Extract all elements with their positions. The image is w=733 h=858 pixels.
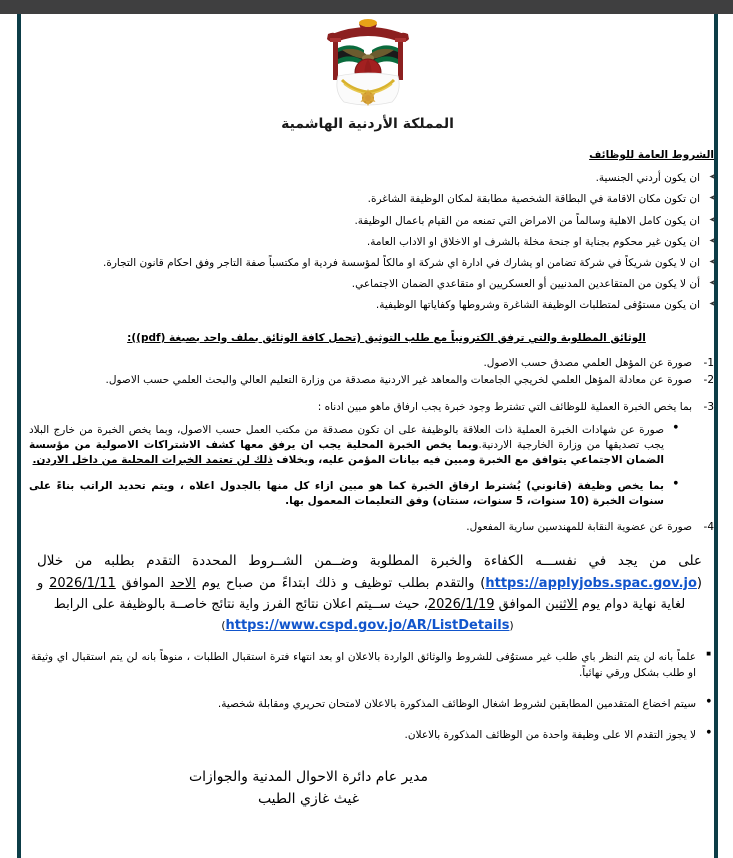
condition-item: ➤ ان يكون كامل الاهلية وسالماً من الامراض التي تمنعه من القيام باعمال الوظيفة. (51, 215, 714, 229)
document-item: صورة عن المؤهل العلمي مصدق حسب الاصول. (483, 356, 692, 369)
condition-item: ➤ ان يكون غير محكوم بجناية او جنحة مخلة بالشرف او الاخلاق او الاداب العامة. (51, 236, 714, 250)
announcement-mid-5: ، حيث ســيتم اعلان نتائج الفرز واية نتائج خاصــة بالوظيفة على الرابط (53, 597, 428, 613)
experience-text-part4-bold-underline: ذلك لن تعتمد الخبرات المحلية من داخل الاردن. (32, 454, 273, 467)
experience-bullet-local (29, 423, 680, 468)
document-body (21, 148, 714, 811)
notes-section (21, 650, 714, 743)
start-date: 2026/1/11 (49, 575, 116, 591)
start-day: الاحد (170, 575, 196, 591)
required-documents-list (21, 356, 714, 415)
signatory-name: غيث غازي الطيب (257, 790, 360, 807)
note-item: ● سيتم اخضاع المتقدمين المطابقين لشروط اشغال الوظائف المذكورة بالاعلان لامتحان تحريري ومقابلة شخصية. (31, 697, 714, 712)
announcement-paragraph (21, 550, 714, 615)
announcement-mid-2: الموافق (115, 575, 170, 591)
document-sheet (21, 14, 714, 858)
document-item: بما يخص الخبرة العملية للوظائف التي تشترط وجود خبرة يجب ارفاق ماهو مبين ادناه : (317, 401, 692, 414)
notes-list (21, 650, 714, 743)
condition-item: ➤ أن لا يكون من المتقاعدين المدنيين أو العسكريين او متقاعدي الضمان الاجتماعي. (51, 278, 714, 292)
note-item: ● لا يجوز التقدم الا على وظيفة واحدة من الوظائف المذكورة بالاعلان. (31, 728, 714, 743)
announcement-mid-3: و لغاية نهاية دوام يوم (37, 575, 686, 613)
note-item: ■ علماً بانه لن يتم النظر باي طلب غير مستوُفى للشروط والوثائق الواردة بالاعلان او بعد انتهاء فترة استقبال الطلبات ، منوهاً بانه لن يتم استقبال اي وثيقة او طلب بشكل ورقي نهائياً. (31, 650, 714, 680)
paren-open: ( (696, 575, 702, 591)
jordan-coat-of-arms-icon (302, 18, 434, 114)
condition-item: ➤ ان لا يكون شريكاً في شركة تضامن او يشارك في ادارة اي شركة او مالكاً لمؤسسة فردية او مكتسباً صفة التاجر وفق احكام قانون التجارة. (51, 257, 714, 271)
document-page (0, 14, 733, 858)
condition-item: ➤ ان يكون أردني الجنسية. (51, 172, 714, 186)
condition-item: ➤ ان تكون مكان الاقامة في البطاقة الشخصية مطابقة لمكان الوظيفة الشاغرة. (51, 193, 714, 207)
experience-text-part3: يجب ان يرفق معها كشف الاشتراكات الاصولية من مؤسسة الضمان الاجتماعي يتوافق مع الخبرة ومبين فيه بيانات المؤمن عليه، وبخلاف (29, 439, 664, 467)
required-documents-heading: الوثائق المطلوبة والتي ترفق الكترونياً مع طلب التوثيق (تحمل كافة الوثائق بملف واحد بصيغة (pdf)): (127, 331, 646, 344)
end-day: الاثنين (545, 597, 578, 613)
experience-bullets (21, 423, 714, 509)
general-conditions-heading: الشروط العامة للوظائف (589, 149, 714, 161)
document-item: صورة عن معادلة المؤهل العلمي لخريجي الجامعات والمعاهد غير الاردنية مصدقة من وزارة التعليم العالي والبحث العلمي حسب الاصول. (105, 374, 692, 387)
signatory-title: مدير عام دائرة الاحوال المدنية والجوازات (188, 769, 429, 786)
window-top-bar (0, 0, 733, 14)
results-list-link[interactable]: https://www.cspd.gov.jo/AR/ListDetails (225, 618, 510, 634)
announcement-mid-4: الموافق (494, 597, 546, 613)
experience-bullet-legal: ● بما يخص وظيفة (قانوني) يُشترط ارفاق الخبرة كما هو مبين ازاء كل منها بالجدول اعلاه ، ويتم تحديد الراتب بناءً على سنوات الخبرة (10 سنوات، 5 سنوات، سنتان) وفق التعليمات المعمول بها. (29, 479, 680, 509)
signature-block (21, 767, 714, 810)
results-link-row: (https://www.cspd.gov.jo/AR/ListDetails) (221, 618, 514, 634)
apply-portal-link[interactable]: https://applyjobs.spac.gov.jo (485, 575, 697, 591)
document-header (21, 14, 714, 132)
required-documents-list-continued (21, 520, 714, 534)
general-conditions-list (21, 172, 714, 312)
document-item: صورة عن عضوية النقابة للمهندسين سارية المفعول. (466, 520, 692, 533)
announcement-mid-1: ) والتقدم بطلب توظيف و ذلك ابتداءً من صباح يوم (195, 575, 486, 591)
announcement-lead: على من يجد في نفســـه الكفاءة والخبرة المطلوبة وضــمن الشــروط المحددة التقدم بطلبه من خلال (37, 553, 702, 570)
end-date: 2026/1/19 (427, 597, 495, 613)
condition-item: ➤ ان يكون مستوُفى لمتطلبات الوظيفة الشاغرة وشروطها وكفاياتها الوظيفية. (51, 299, 714, 313)
kingdom-title: المملكة الأردنية الهاشمية (281, 116, 454, 132)
experience-text-part1: صورة عن شهادات الخبرة العملية ذات العلاقة بالوظيفة على ان تكون مصدقة من مكتب العمل حسب الاصول، وبما يخص الخبرة من خارج البلاد يجب تصديقها من وزارة الخارجية الاردنية. (29, 424, 664, 452)
page-right-rule (714, 14, 718, 858)
experience-text-part2-bold: وبما يخص الخبرة المحلية (346, 439, 479, 452)
